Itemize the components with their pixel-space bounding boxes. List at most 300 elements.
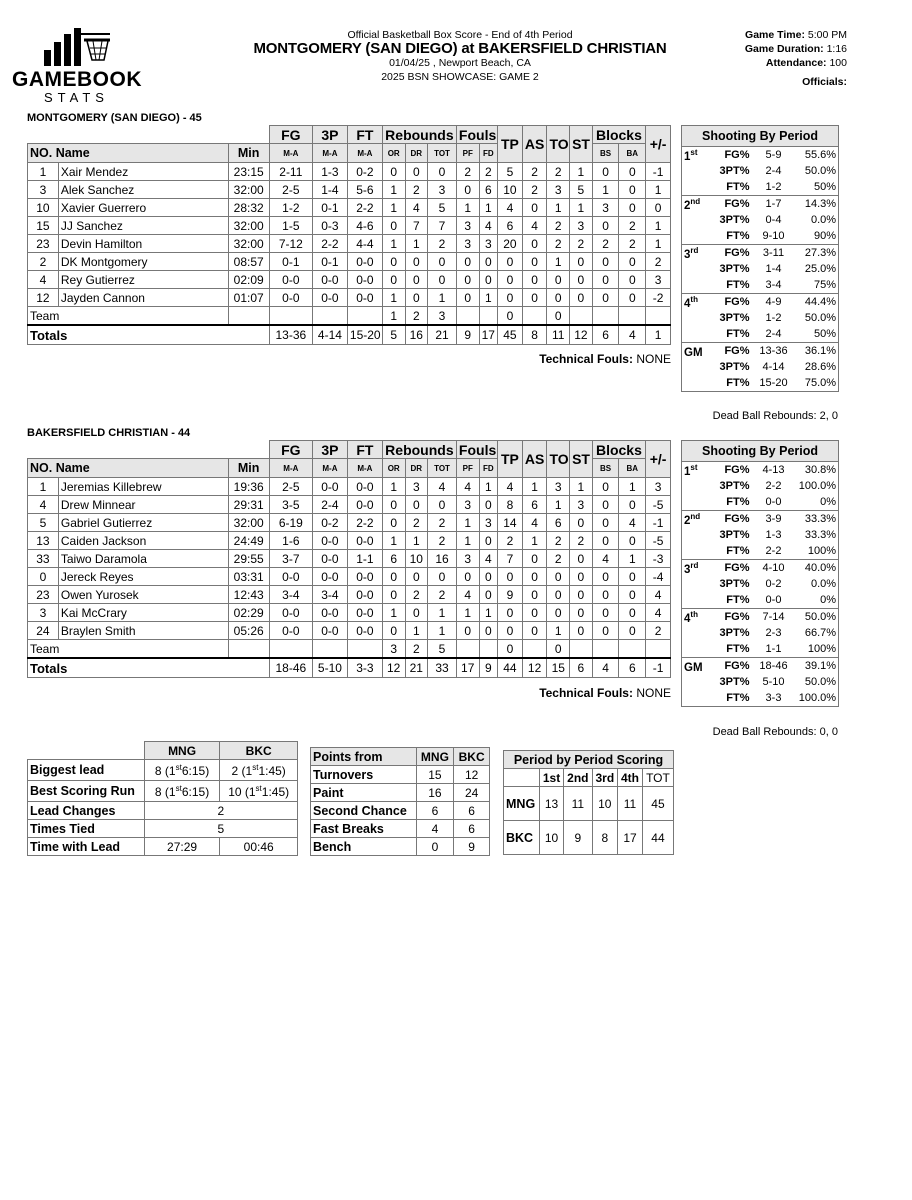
player-min: 32:00 [228,217,269,235]
stat-tp: 0 [498,568,523,586]
stat-ba: 0 [619,586,646,604]
stat-tp3: 0-0 [312,532,347,550]
points-from-title: Points from [311,748,417,766]
col-fouls: Fouls [456,441,497,459]
player-min: 08:57 [228,253,269,271]
stat-bs: 0 [592,253,619,271]
col-fg: FG [269,441,312,459]
best-run-label: Best Scoring Run [28,781,145,802]
player-name: Braylen Smith [58,622,228,640]
player-number: 12 [28,289,59,307]
stat-to: 3 [547,181,570,199]
stat-dr: 3 [405,478,428,496]
col-fg: FG [269,126,312,144]
ps-bkc-3: 8 [592,821,618,855]
totals-label: Totals [28,325,270,345]
col-st: ST [570,441,593,478]
stat-pm: -5 [646,496,671,514]
player-row [28,289,671,307]
player-name: Xavier Guerrero [58,199,228,217]
stat-pf: 3 [456,235,479,253]
totals-row [28,325,671,345]
stat-or: 0 [382,496,405,514]
stat-as: 0 [522,289,547,307]
stat-dr: 10 [405,550,428,568]
total-dr: 16 [405,325,428,345]
stat-st: 1 [570,163,593,181]
period-scoring-table [503,750,674,855]
stat-to: 2 [547,163,570,181]
game-duration: Game Duration: 1:16 [744,43,847,55]
sbp-period-row: 3rd FG% 4-10 40.0% [682,560,839,577]
stat-fd: 0 [479,496,498,514]
stat-fg: 0-0 [269,604,312,622]
player-name: DK Montgomery [58,253,228,271]
stat-bs: 0 [592,478,619,496]
player-number: 3 [28,604,59,622]
stat-tot: 3 [428,181,457,199]
ps-bkc-1: 10 [540,821,564,855]
total-tot: 33 [428,658,457,678]
stat-st: 0 [570,289,593,307]
col-min: Min [228,459,269,478]
stat-or: 1 [382,289,405,307]
sbp-ft-row: FT% 3-4 75% [726,279,837,291]
box-score-table: FG 3P FT Rebounds Fouls TP AS TO ST Blocks +/- NO. Name Min M-A M-A M-A OR DR TOT PF FD BS BA 1 Xair Mendez 23:15 2-11 1-3 0-2 0 0 0 2 2 5 2 2 1 0 0 -1 3 Alek Sanchez 32:00 2-5 1-4 5-6 1 2 3 0 6 10 2 3 5 1 0 1 10 Xavier Guerrero 28:32 1-2 0-1 2-2 1 4 5 1 1 4 0 1 1 3 0 0 15 JJ Sanchez 32:00 1-5 0-3 4-6 0 7 7 3 4 6 4 2 3 0 2 1 23 Devin Hamilton 32:00 7-12 2-2 4-4 1 1 2 3 3 20 0 2 2 2 2 1 2 DK Montgomery 08:57 0-1 0-1 0-0 0 0 0 0 0 0 0 1 0 0 0 2 4 Rey Gutierrez 02:09 0-0 0-0 0-0 0 0 0 0 0 0 0 0 0 0 0 3 12 Jayden Cannon 01:07 0-0 0-0 0-0 1 0 1 0 1 0 0 0 0 0 0 -2 Team 1 2 3 0 0 Totals 13-36 4-14 15-20 5 16 21 9 17 45 8 11 12 6 4 1 [27,125,671,345]
stat-dr: 0 [405,568,428,586]
total-dr: 21 [405,658,428,678]
stat-tp: 10 [498,181,523,199]
col-as: AS [522,441,547,478]
player-row [28,217,671,235]
sbp-period: 3rd [682,560,712,577]
stat-fd: 6 [479,181,498,199]
stat-as: 2 [522,163,547,181]
stat-tp: 5 [498,163,523,181]
team-row: Team 1 2 3 0 0 [28,307,671,326]
stat-st: 0 [570,604,593,622]
stat-ba: 4 [619,514,646,532]
stat-tot: 0 [428,568,457,586]
event-name: 2025 BSN SHOWCASE: GAME 2 [381,71,539,83]
stat-ba: 0 [619,253,646,271]
technical-fouls: Technical Fouls: NONE [539,352,671,366]
sbp-period: 1st [684,147,698,163]
stat-or: 1 [382,478,405,496]
stat-pf: 0 [456,622,479,640]
col-3p: 3P [312,441,347,459]
stat-pf: 1 [456,604,479,622]
stat-pf: 3 [456,217,479,235]
stat-tp: 0 [498,289,523,307]
stat-tp3: 0-2 [312,514,347,532]
total-tot: 21 [428,325,457,345]
total-st: 12 [570,325,593,345]
attendance: Attendance: 100 [765,57,847,69]
sbp-ft-row: FT% 15-20 75.0% [726,377,837,389]
stat-or: 0 [382,514,405,532]
col-blocks: Blocks [592,126,645,144]
time-with-lead-label: Time with Lead [28,838,145,856]
player-min: 32:00 [228,235,269,253]
stat-to: 1 [547,199,570,217]
total-pm: 1 [646,325,671,345]
stat-pf: 2 [456,163,479,181]
stat-pm: -2 [646,289,671,307]
ps-bkc-4: 17 [618,821,643,855]
player-number: 15 [28,217,59,235]
stat-ba: 0 [619,532,646,550]
stat-tp: 0 [498,622,523,640]
sbp-title: Shooting By Period [682,441,839,462]
stat-fd: 1 [479,604,498,622]
player-min: 24:49 [228,532,269,550]
stat-to: 2 [547,235,570,253]
stat-or: 1 [382,235,405,253]
stat-tp: 14 [498,514,523,532]
stat-st: 0 [570,550,593,568]
stat-dr: 2 [405,181,428,199]
ps-mng-tot: 45 [642,787,673,821]
player-row [28,235,671,253]
stat-st: 0 [570,514,593,532]
stat-bs: 0 [592,568,619,586]
stat-ft: 0-0 [347,253,382,271]
stat-tp3: 3-4 [312,586,347,604]
stat-pf: 0 [456,181,479,199]
stat-dr: 1 [405,622,428,640]
stat-pm: -3 [646,550,671,568]
stat-or: 1 [382,532,405,550]
total-pf: 17 [456,658,479,678]
stat-tp3: 1-4 [312,181,347,199]
stat-ft: 0-0 [347,568,382,586]
stat-to: 0 [547,586,570,604]
dead-ball-rebounds: Dead Ball Rebounds: 0, 0 [712,726,838,738]
sbp-ft-row: FT% 1-2 50% [726,181,837,193]
stat-tp3: 0-0 [312,604,347,622]
stat-tp: 2 [498,532,523,550]
stat-or: 0 [382,253,405,271]
sbp-ft-row: FT% 0-0 0% [726,496,837,508]
lead-stats-table [27,741,298,856]
doc-title: Official Basketball Box Score - End of 4th Period [347,29,573,41]
player-min: 12:43 [228,586,269,604]
stat-dr: 1 [405,235,428,253]
stat-fg: 2-5 [269,478,312,496]
stat-dr: 2 [405,514,428,532]
stat-tp3: 2-2 [312,235,347,253]
stat-tp: 9 [498,586,523,604]
stat-tot: 7 [428,217,457,235]
date-place: 01/04/25 , Newport Beach, CA [389,57,531,69]
stat-as: 0 [522,235,547,253]
stat-fd: 0 [479,586,498,604]
player-row [28,478,671,496]
header-center [200,28,720,84]
points-from-row: Second Chance 6 6 [311,802,490,820]
stat-fg: 1-5 [269,217,312,235]
sbp-period-row: GM FG% 18-46 39.1% [682,658,839,675]
stat-st: 2 [570,235,593,253]
matchup-title: MONTGOMERY (SAN DIEGO) at BAKERSFIELD CHRISTIAN [253,40,667,57]
times-tied-value: 5 [144,820,297,838]
player-number: 23 [28,586,59,604]
stat-st: 1 [570,478,593,496]
points-from-row: Turnovers 15 12 [311,766,490,784]
sbp-period: 3rd [682,245,712,262]
stat-tp: 4 [498,199,523,217]
stat-fg: 0-0 [269,289,312,307]
sbp-3pt-row: 3PT% 1-4 25.0% [719,263,837,275]
col-no-name: NO. Name [28,144,229,163]
stat-as: 4 [522,514,547,532]
player-number: 33 [28,550,59,568]
col-no-name: NO. Name [28,459,229,478]
total-tp: 44 [498,658,523,678]
player-number: 1 [28,478,59,496]
totals-label: Totals [28,658,270,678]
ps-team-bkc: BKC [504,821,540,855]
points-from-table [310,747,490,856]
team-row-label: Team [28,640,229,659]
sbp-period: 1st [684,462,698,478]
ps-col-2nd: 2nd [564,769,592,787]
stat-fd: 3 [479,235,498,253]
stat-as: 0 [522,271,547,289]
total-as: 12 [522,658,547,678]
ps-bkc-2: 9 [564,821,592,855]
stat-tot: 2 [428,514,457,532]
player-name: Jeremias Killebrew [58,478,228,496]
stat-ba: 0 [619,199,646,217]
stat-fg: 3-4 [269,586,312,604]
box-score-table: FG 3P FT Rebounds Fouls TP AS TO ST Blocks +/- NO. Name Min M-A M-A M-A OR DR TOT PF FD BS BA 1 Jeremias Killebrew 19:36 2-5 0-0 0-0 1 3 4 4 1 4 1 3 1 0 1 3 4 Drew Minnear 29:31 3-5 2-4 0-0 0 0 0 3 0 8 6 1 3 0 0 -5 5 Gabriel Gutierrez 32:00 6-19 0-2 2-2 0 2 2 1 3 14 4 6 0 0 4 -1 13 Caiden Jackson 24:49 1-6 0-0 0-0 1 1 2 1 0 2 1 2 2 0 0 -5 33 Taiwo Daramola 29:55 3-7 0-0 1-1 6 10 16 3 4 7 0 2 0 4 1 -3 0 Jereck Reyes 03:31 0-0 0-0 0-0 0 0 0 0 0 0 0 0 0 0 0 -4 23 Owen Yurosek 12:43 3-4 3-4 0-0 0 2 2 4 0 9 0 0 0 0 0 4 3 Kai McCrary 02:29 0-0 0-0 0-0 1 0 1 1 1 0 0 0 0 0 0 4 24 Braylen Smith 05:26 0-0 0-0 0-0 0 1 1 0 0 0 0 1 0 0 0 2 Team 3 2 5 0 0 Totals 18-46 5-10 3-3 12 21 33 17 9 44 12 15 6 4 6 -1 [27,440,671,678]
sbp-period-row: 4th FG% 4-9 44.4% [682,294,839,311]
ps-mng-4: 11 [618,787,643,821]
stat-ba: 0 [619,568,646,586]
stat-tp3: 0-0 [312,271,347,289]
stat-tp3: 0-0 [312,622,347,640]
stat-as: 2 [522,181,547,199]
stat-bs: 0 [592,532,619,550]
player-min: 02:09 [228,271,269,289]
stat-pf: 1 [456,532,479,550]
stat-tot: 2 [428,586,457,604]
lead-col-mng: MNG [144,742,220,760]
stat-tp: 0 [498,604,523,622]
sbp-period-row: 2nd FG% 1-7 14.3% [682,196,839,213]
stat-or: 1 [382,604,405,622]
stat-tot: 0 [428,496,457,514]
stat-ba: 0 [619,289,646,307]
ps-col-4th: 4th [618,769,643,787]
stat-tp: 4 [498,478,523,496]
sbp-3pt-row: 3PT% 5-10 50.0% [719,676,837,688]
stat-ft: 0-0 [347,478,382,496]
player-row [28,586,671,604]
header-right [700,28,847,89]
player-min: 03:31 [228,568,269,586]
ps-bkc-tot: 44 [642,821,673,855]
stat-bs: 3 [592,199,619,217]
total-or: 12 [382,658,405,678]
stat-fg: 6-19 [269,514,312,532]
stat-pm: 0 [646,199,671,217]
stat-ba: 2 [619,217,646,235]
stat-bs: 0 [592,496,619,514]
player-min: 05:26 [228,622,269,640]
stat-tp: 0 [498,253,523,271]
col-tp: TP [498,441,523,478]
col-min: Min [228,144,269,163]
stat-pf: 0 [456,568,479,586]
stat-pm: 2 [646,622,671,640]
col-3p: 3P [312,126,347,144]
stat-pf: 1 [456,514,479,532]
stat-ft: 0-0 [347,532,382,550]
shooting-by-period [681,440,839,707]
stat-ft: 4-4 [347,235,382,253]
stat-ba: 0 [619,622,646,640]
logo-sub: STATS [44,90,109,105]
player-row [28,496,671,514]
col-as: AS [522,126,547,163]
stat-or: 0 [382,163,405,181]
stat-fg: 7-12 [269,235,312,253]
stat-as: 1 [522,478,547,496]
lead-col-bkc: BKC [220,742,298,760]
stat-or: 0 [382,622,405,640]
sbp-3pt-row: 3PT% 2-4 50.0% [719,165,837,177]
stat-to: 2 [547,217,570,235]
total-tp: 45 [498,325,523,345]
biggest-lead-label: Biggest lead [28,760,145,781]
col-blocks: Blocks [592,441,645,459]
stat-tp3: 0-1 [312,253,347,271]
col-rebounds: Rebounds [382,126,456,144]
stat-or: 0 [382,217,405,235]
stat-st: 0 [570,622,593,640]
total-bs: 6 [592,325,619,345]
stat-dr: 0 [405,604,428,622]
sbp-period-row: 4th FG% 7-14 50.0% [682,609,839,626]
points-from-row: Paint 16 24 [311,784,490,802]
total-to: 15 [547,658,570,678]
player-row [28,514,671,532]
stat-pm: 1 [646,181,671,199]
best-run-mng: 8 (1st6:15) [144,781,220,802]
stat-st: 3 [570,217,593,235]
player-row [28,163,671,181]
stat-fd: 0 [479,622,498,640]
stat-as: 0 [522,199,547,217]
stat-bs: 2 [592,235,619,253]
player-number: 1 [28,163,59,181]
stat-fg: 3-7 [269,550,312,568]
stat-to: 3 [547,478,570,496]
player-number: 4 [28,496,59,514]
player-name: JJ Sanchez [58,217,228,235]
stat-pf: 1 [456,199,479,217]
player-name: Taiwo Daramola [58,550,228,568]
player-min: 32:00 [228,181,269,199]
stat-pm: 4 [646,586,671,604]
sbp-ft-row: FT% 3-3 100.0% [726,692,837,704]
best-run-bkc: 10 (1st1:45) [220,781,298,802]
points-from-row: Fast Breaks 4 6 [311,820,490,838]
player-name: Kai McCrary [58,604,228,622]
biggest-lead-bkc: 2 (1st1:45) [220,760,298,781]
stat-fg: 0-1 [269,253,312,271]
stat-dr: 0 [405,271,428,289]
stat-bs: 0 [592,622,619,640]
stat-ba: 0 [619,181,646,199]
stat-to: 0 [547,289,570,307]
stat-fg: 2-5 [269,181,312,199]
stat-fg: 2-11 [269,163,312,181]
stat-pf: 4 [456,586,479,604]
stat-tp3: 0-0 [312,478,347,496]
stat-ba: 0 [619,604,646,622]
stat-pm: 2 [646,253,671,271]
stat-tot: 2 [428,532,457,550]
player-name: Drew Minnear [58,496,228,514]
stat-ft: 0-0 [347,604,382,622]
sbp-ft-row: FT% 2-4 50% [726,328,837,340]
player-number: 13 [28,532,59,550]
col-fouls: Fouls [456,126,497,144]
player-name: Rey Gutierrez [58,271,228,289]
stat-bs: 0 [592,514,619,532]
stat-bs: 0 [592,217,619,235]
stat-fd: 0 [479,271,498,289]
stat-st: 2 [570,532,593,550]
stat-fg: 0-0 [269,622,312,640]
stat-dr: 0 [405,163,428,181]
ps-col-tot: TOT [642,769,673,787]
stat-to: 1 [547,496,570,514]
stat-dr: 4 [405,199,428,217]
stat-fg: 1-6 [269,532,312,550]
biggest-lead-mng: 8 (1st6:15) [144,760,220,781]
total-ft: 3-3 [347,658,382,678]
ps-team-mng: MNG [504,787,540,821]
ps-col-1st: 1st [540,769,564,787]
stat-fg: 0-0 [269,271,312,289]
stat-or: 0 [382,568,405,586]
stat-tot: 4 [428,478,457,496]
stat-pf: 3 [456,550,479,568]
player-number: 0 [28,568,59,586]
col-ft: FT [347,126,382,144]
stat-fd: 4 [479,217,498,235]
stat-fd: 1 [479,289,498,307]
stat-ft: 2-2 [347,199,382,217]
stat-pm: -5 [646,532,671,550]
officials: Officials: [802,76,847,88]
stat-ft: 0-2 [347,163,382,181]
stat-ba: 0 [619,271,646,289]
stat-as: 1 [522,532,547,550]
player-row [28,568,671,586]
total-pf: 9 [456,325,479,345]
player-number: 2 [28,253,59,271]
total-tp3: 5-10 [312,658,347,678]
sbp-3pt-row: 3PT% 0-2 0.0% [719,578,837,590]
sbp-3pt-row: 3PT% 1-2 50.0% [719,312,837,324]
stat-pm: 3 [646,271,671,289]
